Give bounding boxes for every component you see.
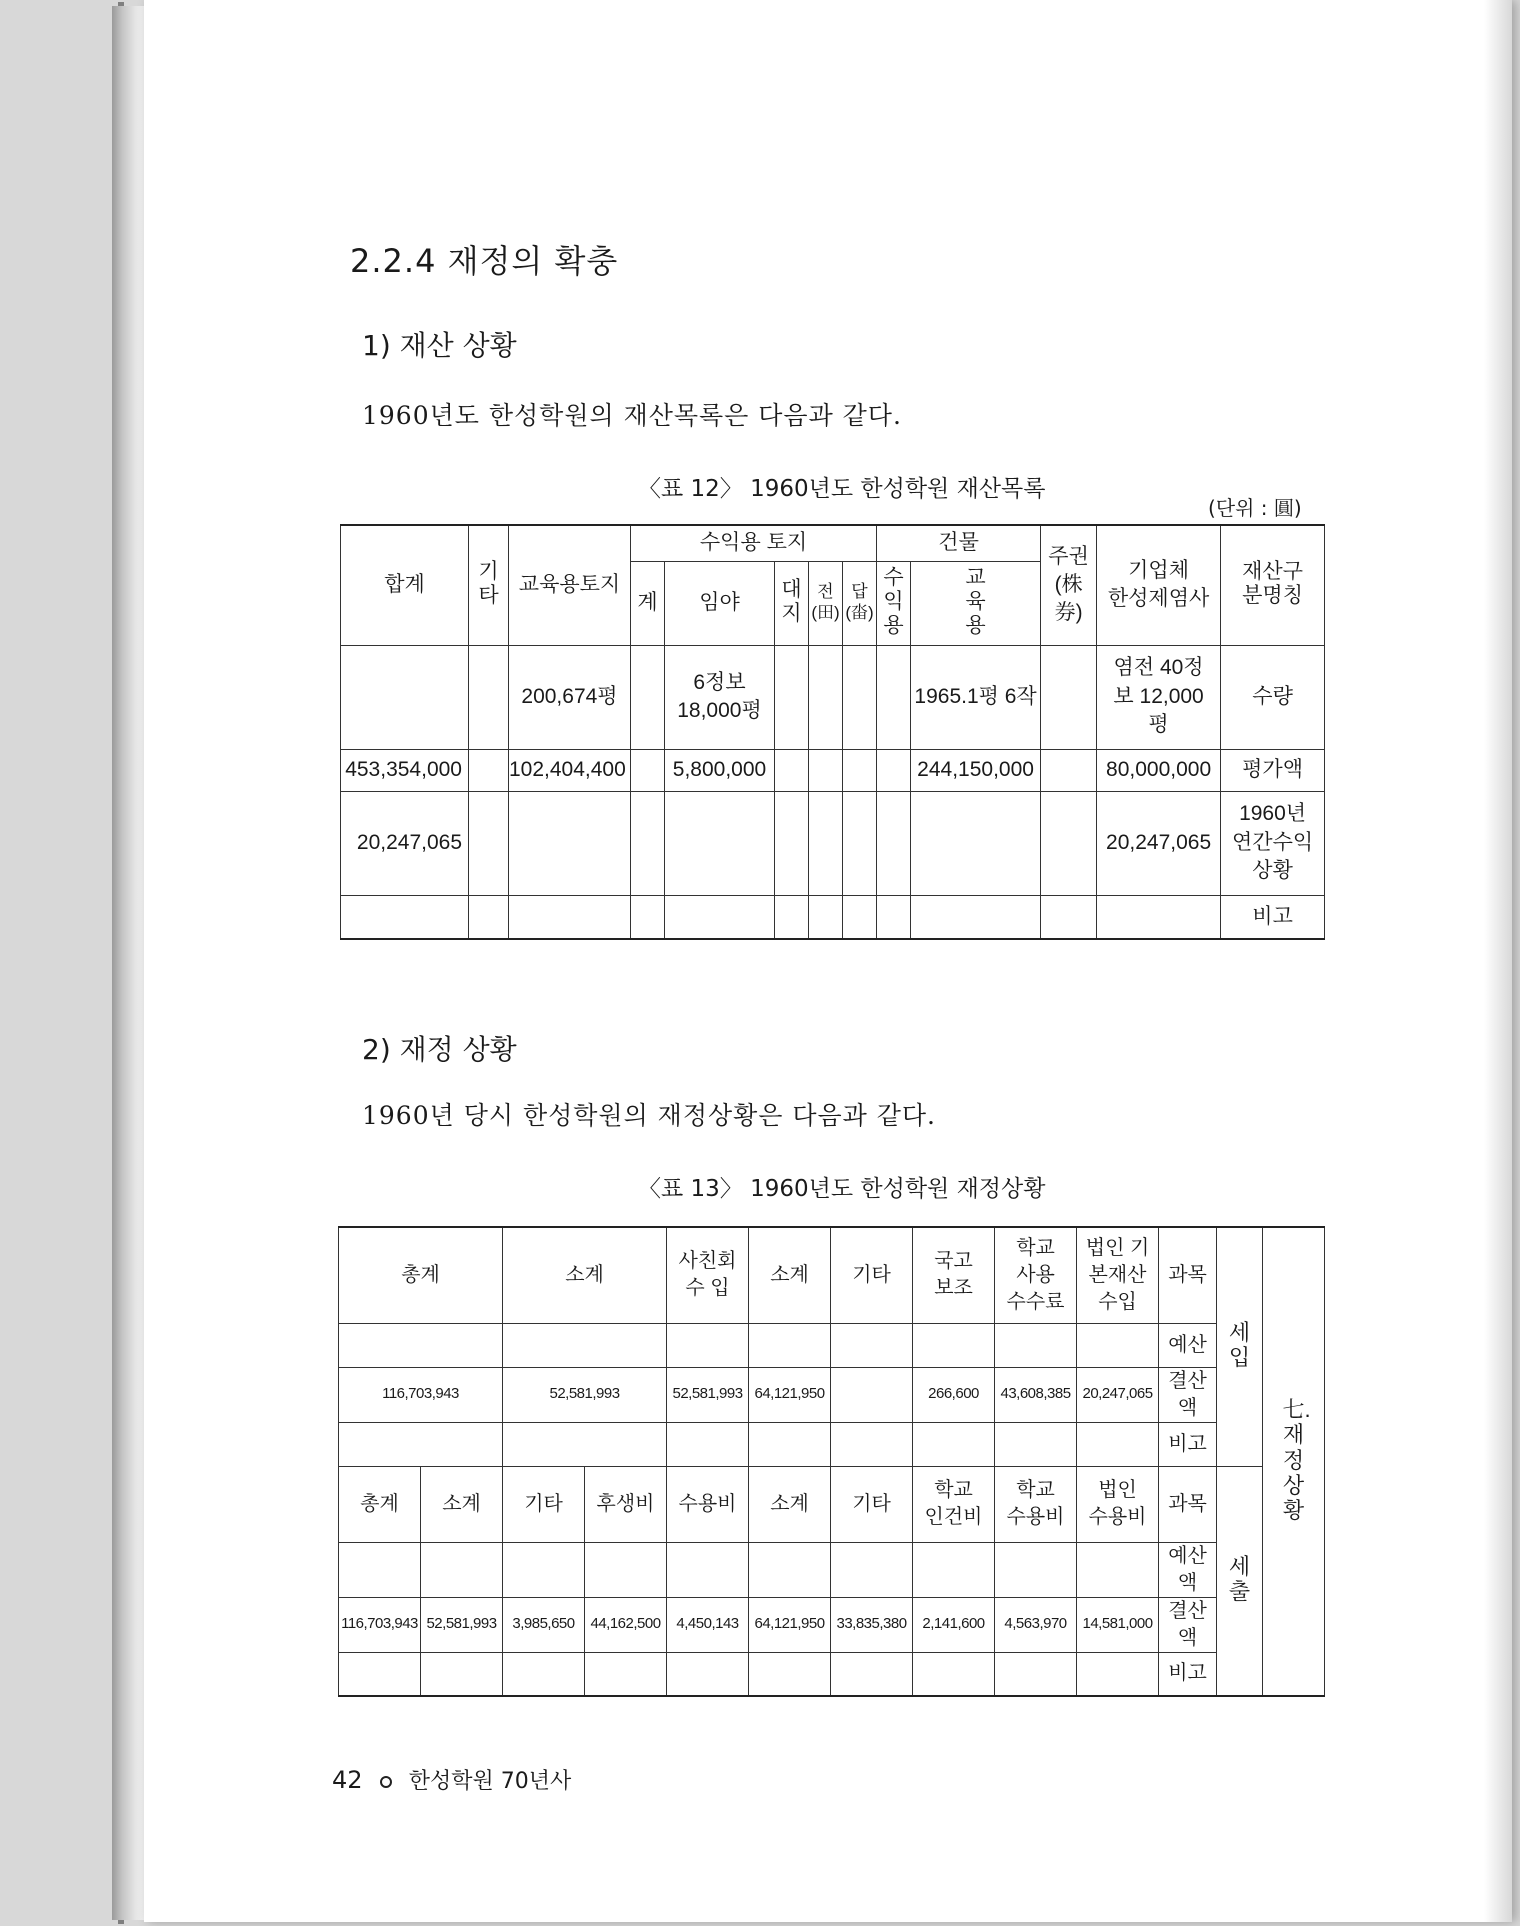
label-income: 1960년 연간수익 상황 bbox=[1221, 791, 1325, 895]
rev-settled-label: 결산액 bbox=[1159, 1367, 1217, 1422]
rev-settled-treasury: 266,600 bbox=[913, 1367, 995, 1422]
exp-settled-other1: 3,985,650 bbox=[503, 1597, 585, 1652]
exp-header-total: 총계 bbox=[339, 1466, 421, 1542]
exp-header-subject: 과목 bbox=[1159, 1466, 1217, 1542]
header-enterprise: 기업체 한성제염사 bbox=[1097, 525, 1221, 645]
page-shade bbox=[1484, 0, 1512, 1922]
label-note: 비고 bbox=[1221, 895, 1325, 939]
exp-header-subtotal2: 소계 bbox=[749, 1466, 831, 1542]
book-page bbox=[144, 0, 1512, 1922]
quantity-forest: 6정보 18,000평 bbox=[665, 645, 775, 749]
exp-settled-school-supplies: 4,563,970 bbox=[995, 1597, 1077, 1652]
row-note bbox=[341, 895, 1325, 939]
quantity-edu-land: 200,674평 bbox=[509, 645, 631, 749]
header-other: 기타 bbox=[469, 525, 509, 645]
revenue-group: 세입 bbox=[1217, 1227, 1263, 1466]
exp-settled-label: 결산액 bbox=[1159, 1597, 1217, 1652]
exp-budget-label: 예산액 bbox=[1159, 1542, 1217, 1597]
rev-settled-row bbox=[339, 1367, 1325, 1422]
quantity-edu-use: 1965.1평 6작 bbox=[911, 645, 1041, 749]
income-enterprise: 20,247,065 bbox=[1097, 791, 1221, 895]
rev-header-total: 총계 bbox=[339, 1227, 503, 1323]
rev-header-subtotal1: 소계 bbox=[503, 1227, 667, 1323]
exp-settled-supplies: 4,450,143 bbox=[667, 1597, 749, 1652]
header-edu-use: 교육용 bbox=[911, 561, 1041, 645]
row-income bbox=[341, 791, 1325, 895]
rev-note-label: 비고 bbox=[1159, 1422, 1217, 1466]
rev-settled-subtotal1: 52,581,993 bbox=[503, 1367, 667, 1422]
exp-settled-subtotal1: 52,581,993 bbox=[421, 1597, 503, 1652]
table-13 bbox=[338, 1226, 1325, 1697]
header-sum: 계 bbox=[631, 561, 665, 645]
subsection-1-text: 1960년도 한성학원의 재산목록은 다음과 같다. bbox=[362, 401, 902, 430]
expense-group: 세출 bbox=[1217, 1466, 1263, 1696]
header-stock: 주권(株券) bbox=[1041, 525, 1097, 645]
section-title: 재정의 확충 bbox=[447, 242, 619, 280]
exp-header-welfare: 후생비 bbox=[585, 1466, 667, 1542]
income-total: 20,247,065 bbox=[341, 791, 469, 895]
quantity-enterprise: 염전 40정보 12,000평 bbox=[1097, 645, 1221, 749]
exp-settled-total: 116,703,943 bbox=[339, 1597, 421, 1652]
rev-settled-total: 116,703,943 bbox=[339, 1367, 503, 1422]
value-edu-use: 244,150,000 bbox=[911, 749, 1041, 791]
rev-header-other: 기타 bbox=[831, 1227, 913, 1323]
subsection-2-title: 2) 재정 상황 bbox=[362, 1033, 517, 1066]
exp-settled-welfare: 44,162,500 bbox=[585, 1597, 667, 1652]
footer-bullet-icon bbox=[380, 1776, 392, 1788]
rev-settled-subtotal2: 64,121,950 bbox=[749, 1367, 831, 1422]
table-12-caption: 〈표 12〉 1960년도 한성학원 재산목록 bbox=[638, 476, 1046, 502]
rev-header-treasury: 국고 보조 bbox=[913, 1227, 995, 1323]
header-income-land: 수익용 토지 bbox=[631, 525, 877, 561]
book-title: 한성학원 70년사 bbox=[408, 1769, 572, 1794]
rev-budget-label: 예산 bbox=[1159, 1323, 1217, 1367]
exp-settled-corp-supplies: 14,581,000 bbox=[1077, 1597, 1159, 1652]
rev-header-subject: 과목 bbox=[1159, 1227, 1217, 1323]
exp-header-personnel: 학교 인건비 bbox=[913, 1466, 995, 1542]
side-label: 七.재정상황 bbox=[1263, 1227, 1325, 1696]
header-edu-land: 교육용토지 bbox=[509, 525, 631, 645]
header-building: 건물 bbox=[877, 525, 1041, 561]
exp-settled-personnel: 2,141,600 bbox=[913, 1597, 995, 1652]
label-value: 평가액 bbox=[1221, 749, 1325, 791]
header-income-use: 수익용 bbox=[877, 561, 911, 645]
rev-settled-fee: 43,608,385 bbox=[995, 1367, 1077, 1422]
row-quantity bbox=[341, 645, 1325, 749]
value-forest: 5,800,000 bbox=[665, 749, 775, 791]
header-forest: 임야 bbox=[665, 561, 775, 645]
header-paddy: 답(畓) bbox=[843, 561, 877, 645]
page-number: 42 bbox=[332, 1766, 363, 1794]
exp-settled-row bbox=[339, 1597, 1325, 1652]
section-heading bbox=[350, 236, 618, 282]
table-12 bbox=[340, 524, 1325, 940]
rev-settled-foundation: 20,247,065 bbox=[1077, 1367, 1159, 1422]
header-field: 전(田) bbox=[809, 561, 843, 645]
page-footer bbox=[332, 1764, 571, 1795]
section-number: 2.2.4 bbox=[350, 242, 437, 280]
page-edge bbox=[112, 6, 146, 1920]
value-edu-land: 102,404,400 bbox=[509, 749, 631, 791]
label-quantity: 수량 bbox=[1221, 645, 1325, 749]
value-total: 453,354,000 bbox=[341, 749, 469, 791]
rev-settled-pta: 52,581,993 bbox=[667, 1367, 749, 1422]
subsection-2-text: 1960년 당시 한성학원의 재정상황은 다음과 같다. bbox=[362, 1101, 937, 1130]
rev-header-pta: 사친회 수 입 bbox=[667, 1227, 749, 1323]
row-value bbox=[341, 749, 1325, 791]
subsection-1-title: 1) 재산 상황 bbox=[362, 329, 517, 362]
header-site: 대지 bbox=[775, 561, 809, 645]
exp-note-label: 비고 bbox=[1159, 1652, 1217, 1696]
exp-settled-subtotal2: 64,121,950 bbox=[749, 1597, 831, 1652]
rev-header-subtotal2: 소계 bbox=[749, 1227, 831, 1323]
value-enterprise: 80,000,000 bbox=[1097, 749, 1221, 791]
table-13-caption: 〈표 13〉 1960년도 한성학원 재정상황 bbox=[638, 1176, 1046, 1202]
exp-header-school-supplies: 학교 수용비 bbox=[995, 1466, 1077, 1542]
exp-header-supplies: 수용비 bbox=[667, 1466, 749, 1542]
header-total: 합계 bbox=[341, 525, 469, 645]
exp-header-corp-supplies: 법인 수용비 bbox=[1077, 1466, 1159, 1542]
exp-settled-other2: 33,835,380 bbox=[831, 1597, 913, 1652]
exp-header-other2: 기타 bbox=[831, 1466, 913, 1542]
exp-header-subtotal1: 소계 bbox=[421, 1466, 503, 1542]
rev-settled-other bbox=[831, 1367, 913, 1422]
rev-header-foundation: 법인 기본재산 수입 bbox=[1077, 1227, 1159, 1323]
exp-header-other1: 기타 bbox=[503, 1466, 585, 1542]
rev-header-fee: 학교 사용 수수료 bbox=[995, 1227, 1077, 1323]
table-12-unit: (단위 : 圓) bbox=[1208, 496, 1302, 520]
header-category: 재산구분명칭 bbox=[1221, 525, 1325, 645]
